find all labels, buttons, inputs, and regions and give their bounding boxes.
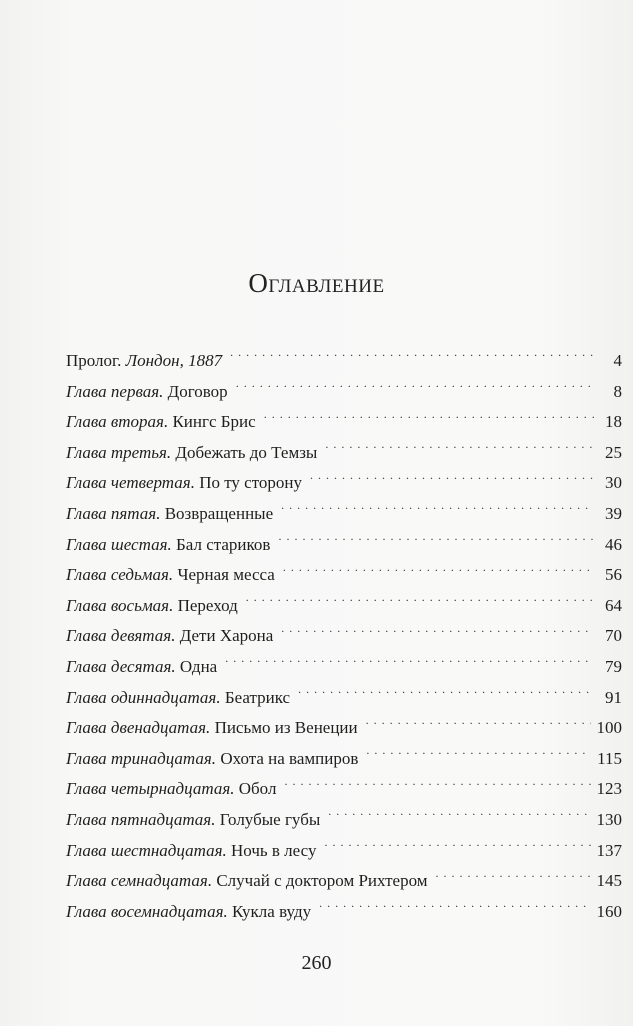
toc-entry-page: 137	[596, 840, 622, 860]
toc-entry-page: 4	[613, 351, 622, 370]
toc-leader-dots	[310, 471, 594, 488]
toc-entry-page: 30	[605, 473, 622, 493]
toc-entry-page: 91	[605, 687, 622, 707]
toc-entry-title: Дети Харона	[175, 626, 274, 646]
toc-leader-dots	[230, 349, 594, 366]
toc-entry	[66, 499, 622, 530]
toc-leader-dots	[324, 839, 590, 856]
toc-entry	[66, 438, 622, 469]
toc-leader-dots	[278, 533, 594, 550]
toc-leader-dots	[283, 563, 594, 580]
toc-leader-dots	[436, 869, 591, 886]
toc-entry-italic: Глава шестая.	[66, 534, 172, 554]
toc-entry	[66, 560, 622, 591]
toc-entry-title: Переход	[173, 595, 238, 615]
toc-entry	[66, 468, 622, 499]
toc-entry-page: 123	[596, 779, 622, 799]
toc-entry-italic: Лондон, 1887	[125, 351, 223, 370]
toc-entry-italic: Глава одиннадцатая.	[66, 687, 221, 707]
toc-leader-dots	[319, 900, 590, 917]
toc-entry-label	[66, 866, 428, 897]
toc-entry-label	[66, 621, 273, 652]
toc-entry-label	[66, 346, 222, 377]
toc-entry-title: Обол	[234, 779, 277, 799]
toc-leader-dots	[284, 777, 590, 794]
toc-entry-page: 56	[605, 565, 622, 585]
toc-entry	[66, 407, 622, 438]
toc-entry-title: Возвращенные	[160, 503, 274, 523]
toc-entry-page: 70	[605, 626, 622, 646]
toc-entry	[66, 591, 622, 622]
toc-entry-label	[66, 897, 311, 928]
toc-entry-page: 18	[605, 412, 622, 432]
toc-entry-italic: Глава тринадцатая.	[66, 748, 217, 768]
toc-entry-label	[66, 530, 270, 561]
toc-entry-label	[66, 652, 217, 683]
toc-entry-page: 25	[605, 442, 622, 462]
toc-entry-title: Договор	[163, 381, 228, 401]
toc-entry	[66, 897, 622, 928]
table-of-contents	[66, 346, 622, 927]
toc-entry-title: Кукла вуду	[227, 901, 312, 921]
toc-entry-page: 145	[596, 871, 622, 891]
toc-leader-dots	[281, 502, 594, 519]
toc-entry-page: 100	[596, 718, 622, 738]
toc-leader-dots	[366, 716, 591, 733]
toc-entry	[66, 621, 622, 652]
toc-entry-title: Охота на вампиров	[216, 748, 359, 768]
toc-entry-label	[66, 774, 276, 805]
toc-entry-italic: Глава девятая.	[66, 626, 176, 646]
toc-entry-italic: Глава седьмая.	[66, 565, 174, 585]
toc-leader-dots	[325, 441, 594, 458]
toc-entry-title: Письмо из Венеции	[210, 718, 358, 738]
toc-entry-label	[66, 744, 358, 775]
toc-entry-page: 79	[605, 656, 622, 676]
page-number: 260	[301, 952, 332, 974]
toc-leader-dots	[225, 655, 594, 672]
toc-entry-italic: Глава восемнадцатая.	[66, 901, 228, 921]
toc-entry	[66, 713, 622, 744]
toc-entry	[66, 744, 622, 775]
toc-entry-title: Беатрикс	[220, 687, 291, 707]
toc-entry	[66, 866, 622, 897]
toc-entry-italic: Глава восьмая.	[66, 595, 174, 615]
toc-entry-label	[66, 591, 238, 622]
toc-entry-label	[66, 560, 275, 591]
toc-entry-title: Бал стариков	[171, 534, 271, 554]
toc-entry-italic: Глава первая.	[66, 381, 164, 401]
toc-entry	[66, 774, 622, 805]
toc-entry-page: 46	[605, 534, 622, 554]
toc-entry-label	[66, 377, 228, 408]
page-title: Оглавление	[248, 268, 385, 298]
toc-entry-label	[66, 468, 302, 499]
toc-leader-dots	[246, 594, 594, 611]
toc-entry-page: 130	[596, 809, 622, 829]
toc-entry-title: Добежать до Темзы	[171, 442, 318, 462]
toc-entry-italic: Глава четырнадцатая.	[66, 779, 235, 799]
toc-entry	[66, 652, 622, 683]
toc-entry-prefix: Пролог.	[66, 351, 126, 370]
toc-entry	[66, 346, 622, 377]
toc-entry-italic: Глава третья.	[66, 442, 172, 462]
toc-leader-dots	[366, 747, 591, 764]
toc-entry-title: Ночь в лесу	[226, 840, 317, 860]
toc-entry-label	[66, 499, 273, 530]
toc-entry-page: 160	[596, 901, 622, 921]
toc-leader-dots	[264, 410, 594, 427]
toc-leader-dots	[298, 686, 594, 703]
toc-entry-title: Кингс Брис	[168, 412, 256, 432]
toc-entry-page: 64	[605, 595, 622, 615]
toc-leader-dots	[328, 808, 590, 825]
toc-entry	[66, 377, 622, 408]
toc-leader-dots	[281, 624, 594, 641]
toc-entry-label	[66, 438, 317, 469]
toc-entry-label	[66, 805, 320, 836]
toc-entry-title: По ту сторону	[194, 473, 303, 493]
toc-entry-italic: Глава десятая.	[66, 656, 176, 676]
toc-entry-label	[66, 683, 290, 714]
toc-entry	[66, 683, 622, 714]
toc-entry-label	[66, 713, 358, 744]
toc-entry-label	[66, 407, 256, 438]
toc-entry-title: Одна	[175, 656, 218, 676]
toc-entry-title: Случай с доктором Рихтером	[212, 871, 428, 891]
toc-entry-title: Черная месса	[173, 565, 275, 585]
toc-entry-page: 115	[597, 748, 622, 768]
toc-entry	[66, 805, 622, 836]
toc-entry-page: 8	[613, 381, 622, 401]
toc-entry-italic: Глава шестнадцатая.	[66, 840, 227, 860]
toc-entry-italic: Глава пятая.	[66, 503, 161, 523]
toc-leader-dots	[236, 380, 594, 397]
toc-entry-page: 39	[605, 503, 622, 523]
toc-entry-italic: Глава пятнадцатая.	[66, 809, 216, 829]
toc-entry-italic: Глава вторая.	[66, 412, 169, 432]
toc-entry-italic: Глава семнадцатая.	[66, 871, 213, 891]
toc-entry-label	[66, 836, 316, 867]
toc-entry-title: Голубые губы	[215, 809, 321, 829]
toc-entry-italic: Глава двенадцатая.	[66, 718, 211, 738]
toc-entry-italic: Глава четвертая.	[66, 473, 195, 493]
toc-entry	[66, 836, 622, 867]
toc-entry	[66, 530, 622, 561]
